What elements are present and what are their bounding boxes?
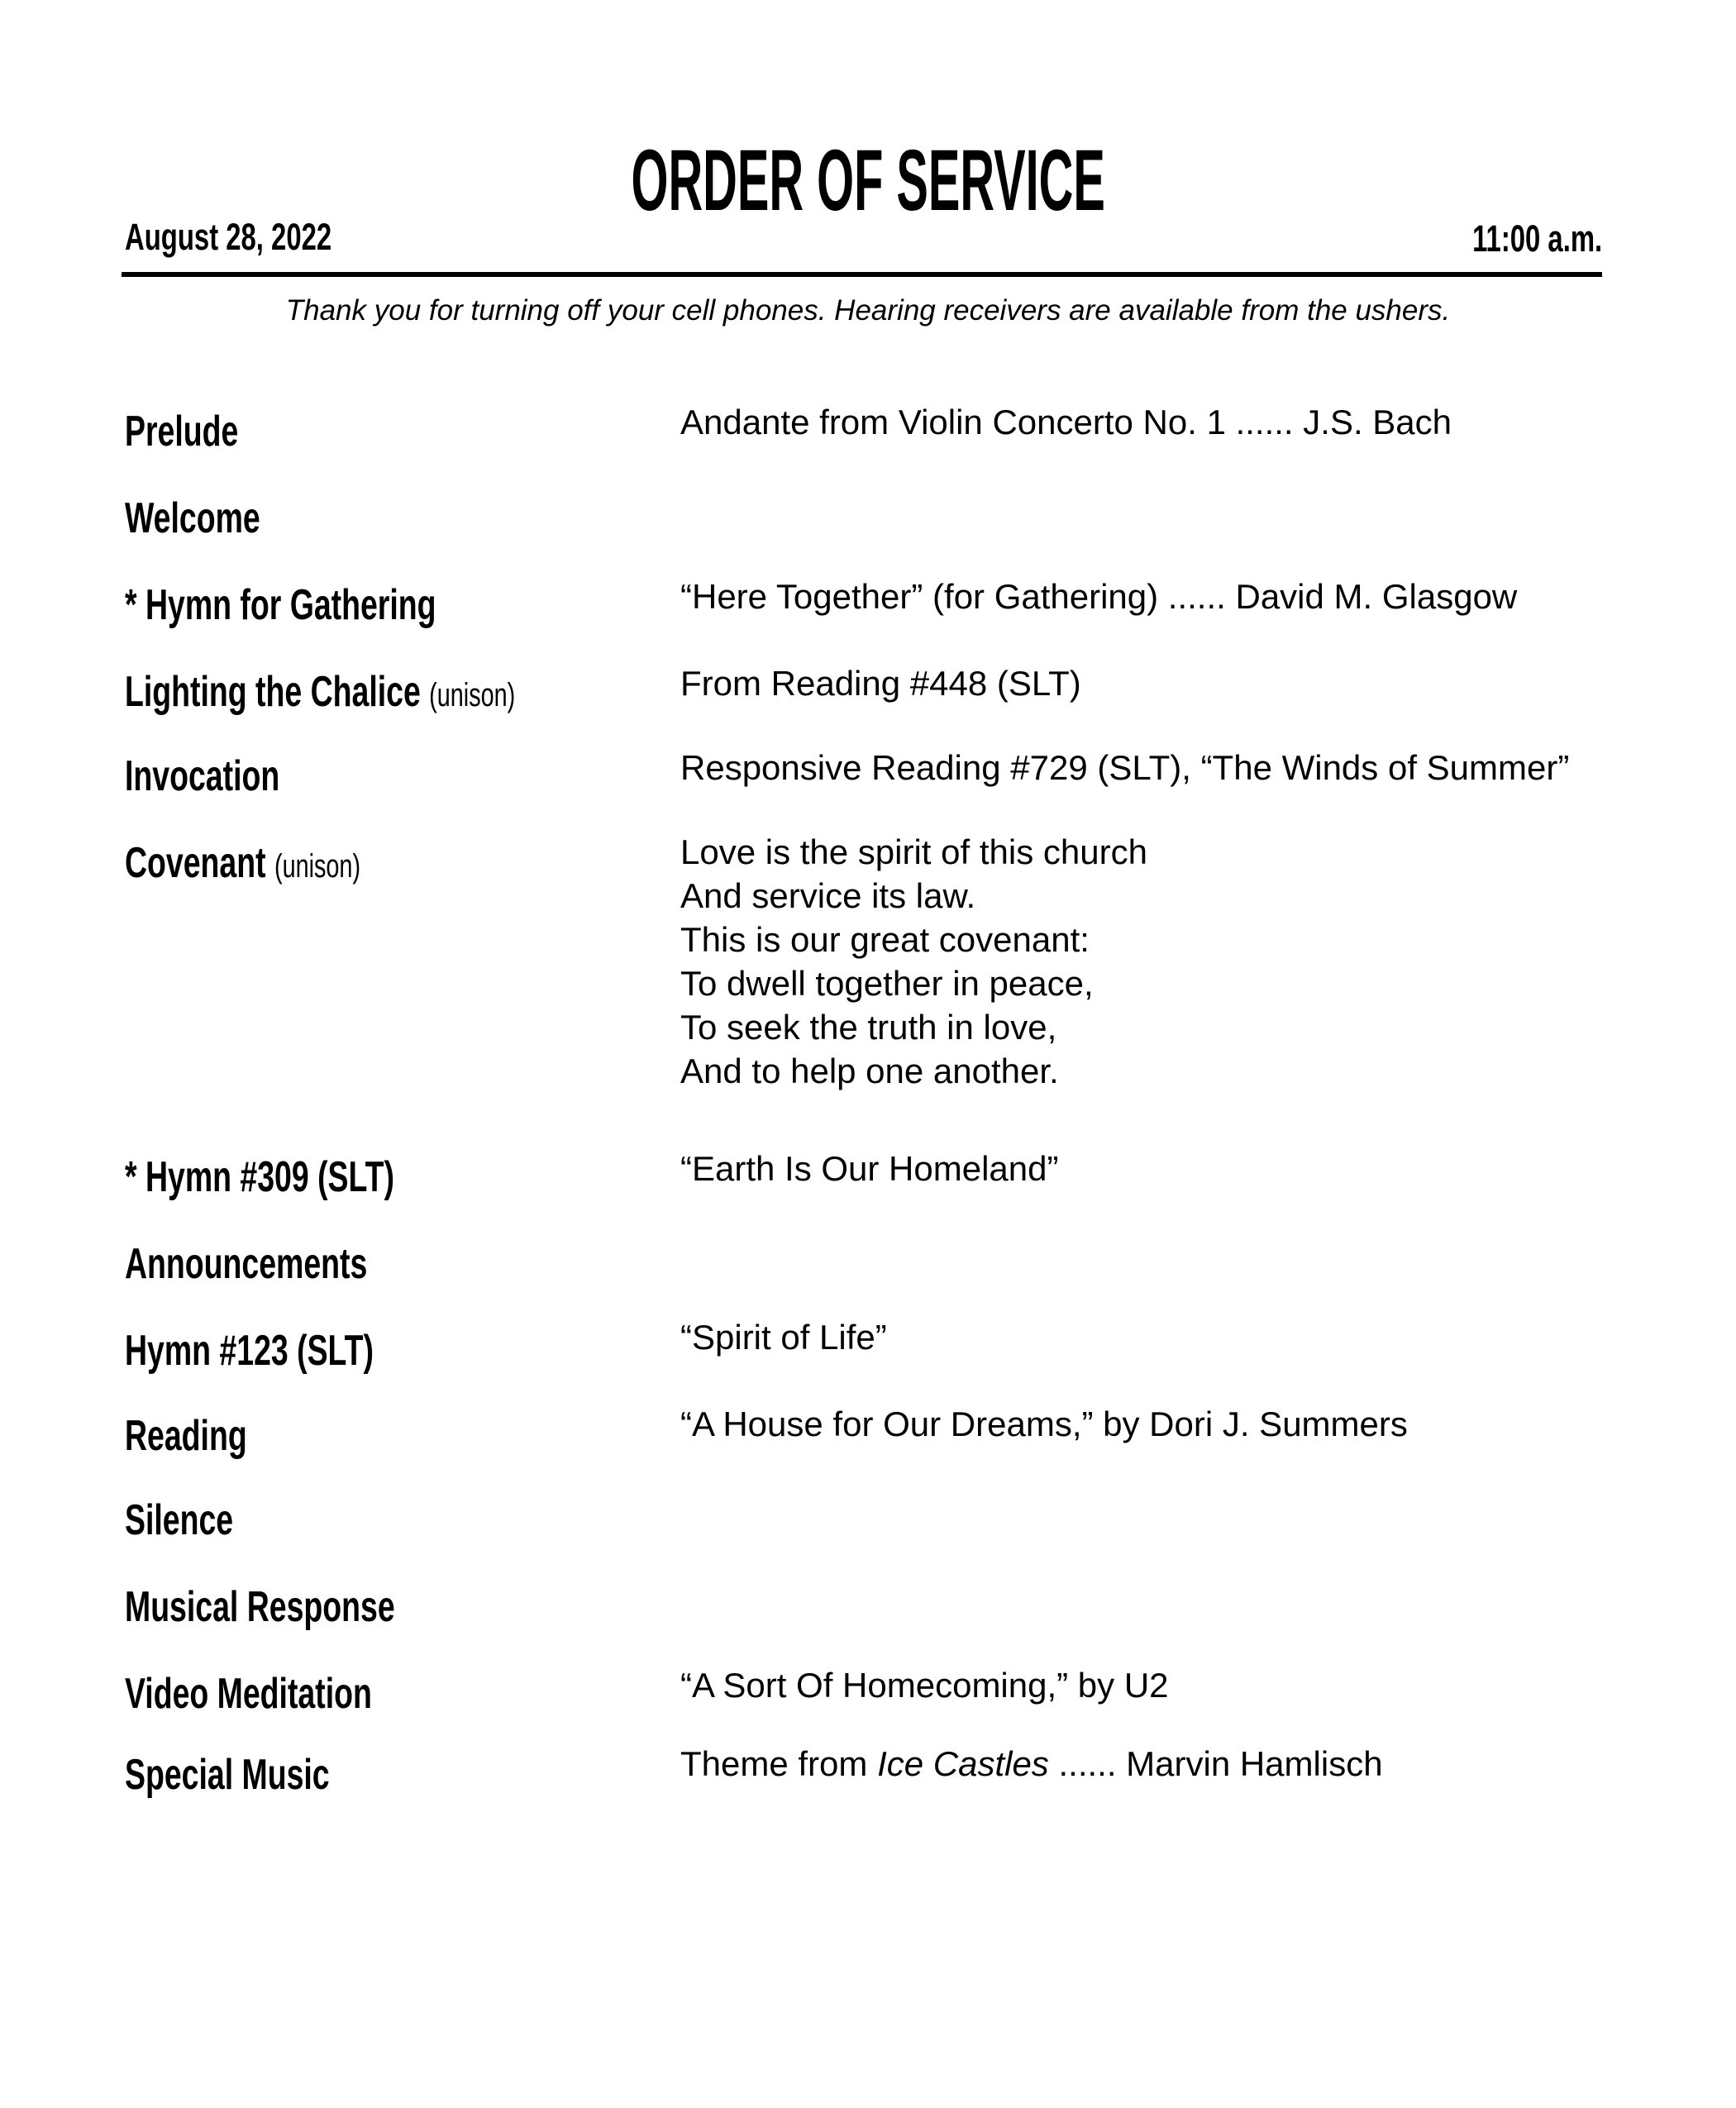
item-label-lighting-the-chalice: Lighting the Chalice (unison) xyxy=(125,668,516,716)
item-label-covenant: Covenant (unison) xyxy=(125,839,361,887)
item-label-hymn-123: Hymn #123 (SLT) xyxy=(125,1327,374,1375)
content-hymn-123: “Spirit of Life” xyxy=(680,1318,887,1357)
item-label-hymn-309: * Hymn #309 (SLT) xyxy=(125,1153,394,1201)
content-reading: “A House for Our Dreams,” by Dori J. Summers xyxy=(680,1405,1408,1443)
covenant-line: To seek the truth in love, xyxy=(680,1008,1057,1047)
covenant-line: Love is the spirit of this church xyxy=(680,832,1147,871)
item-label-musical-response: Musical Response xyxy=(125,1583,395,1631)
unison-note: (unison) xyxy=(274,848,361,885)
covenant-line: And to help one another. xyxy=(680,1052,1059,1090)
item-label-prelude: Prelude xyxy=(125,408,239,455)
item-label-reading: Reading xyxy=(125,1412,247,1460)
ice-castles-italic: Ice Castles xyxy=(877,1744,1049,1783)
service-time: 11:00 a.m. xyxy=(1471,217,1602,260)
covenant-line: This is our great covenant: xyxy=(680,920,1090,959)
service-date: August 28, 2022 xyxy=(125,216,332,258)
item-label-hymn-for-gathering: * Hymn for Gathering xyxy=(125,581,436,629)
content-special-music: Theme from Ice Castles ...... Marvin Hamlisch xyxy=(680,1744,1383,1783)
item-label-welcome: Welcome xyxy=(125,494,260,542)
content-invocation: Responsive Reading #729 (SLT), “The Winds of Summer” xyxy=(680,748,1570,787)
item-label-special-music: Special Music xyxy=(125,1751,330,1799)
header-divider-rule xyxy=(122,272,1602,277)
item-label-silence: Silence xyxy=(125,1496,234,1544)
item-label-invocation: Invocation xyxy=(125,752,280,800)
item-label-announcements: Announcements xyxy=(125,1240,368,1288)
covenant-line: And service its law. xyxy=(680,876,976,915)
item-label-video-meditation: Video Meditation xyxy=(125,1670,372,1718)
page-title-text: ORDER OF SERVICE xyxy=(631,132,1105,229)
cell-phone-notice: Thank you for turning off your cell phones. Hearing receivers are available from the ushers. xyxy=(285,294,1451,327)
content-prelude: Andante from Violin Concerto No. 1 ...... J.S. Bach xyxy=(680,403,1452,441)
content-lighting-the-chalice: From Reading #448 (SLT) xyxy=(680,664,1081,703)
content-hymn-for-gathering: “Here Together” (for Gathering) ...... David M. Glasgow xyxy=(680,577,1518,616)
page-title xyxy=(0,132,1736,229)
content-video-meditation: “A Sort Of Homecoming,” by U2 xyxy=(680,1666,1169,1705)
content-covenant-text xyxy=(680,830,1147,1093)
content-hymn-309: “Earth Is Our Homeland” xyxy=(680,1149,1059,1188)
unison-note: (unison) xyxy=(429,677,516,713)
covenant-line: To dwell together in peace, xyxy=(680,964,1094,1003)
